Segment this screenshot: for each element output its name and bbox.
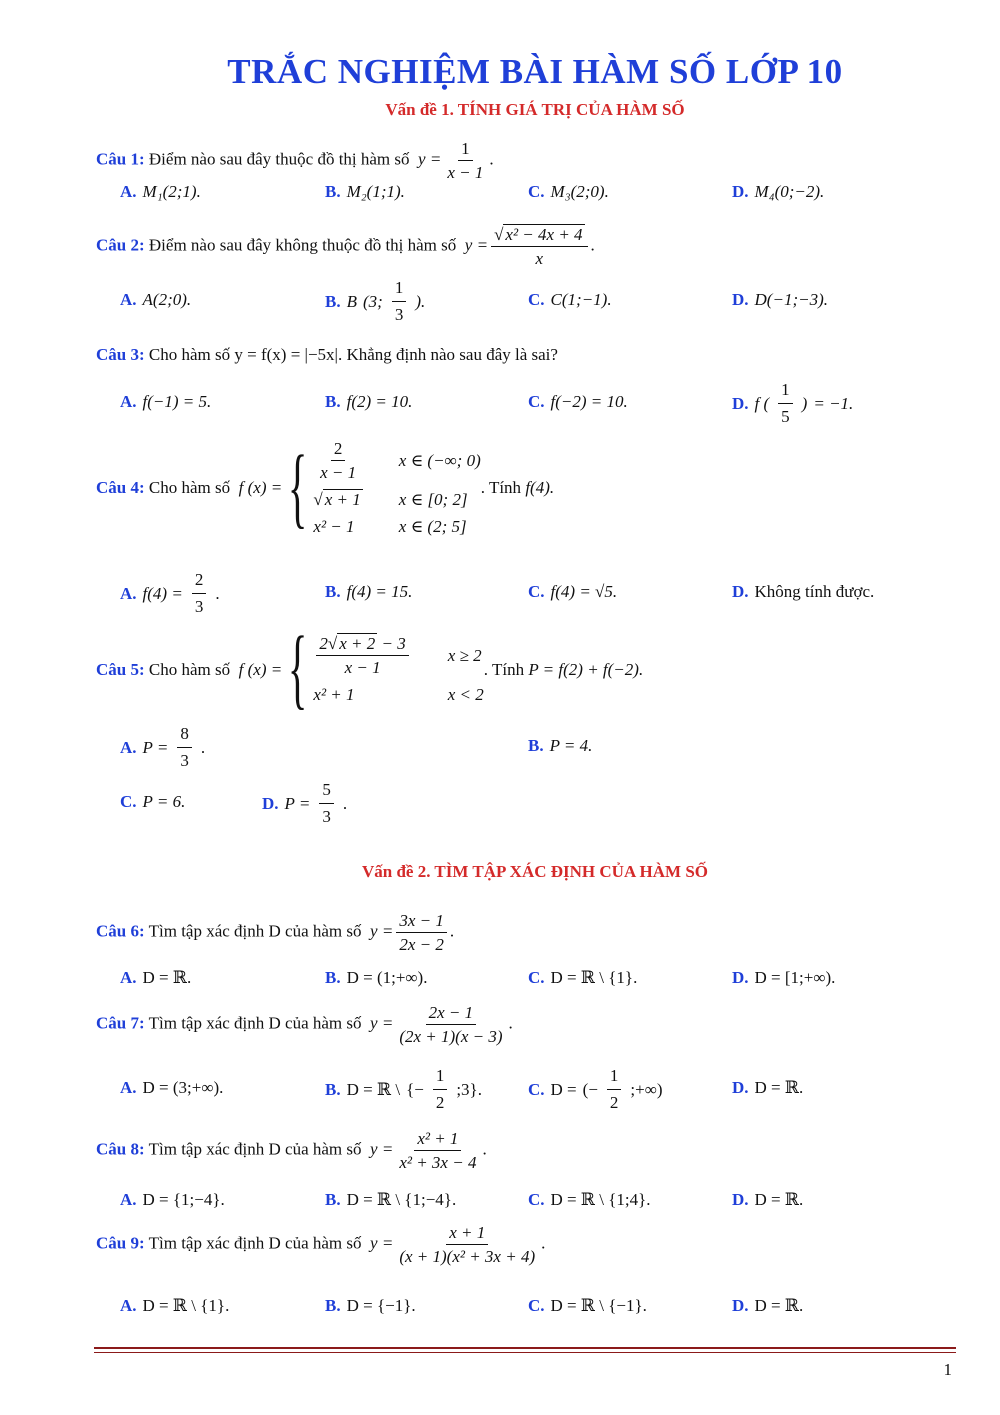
option-letter: A. <box>120 1078 137 1097</box>
question-text-tail: . Tính <box>480 478 522 497</box>
option-letter: B. <box>325 968 341 987</box>
answer-options-7: A. D = (3;+∞). B. D = ℝ \ {− $\frac{1}{2}$ ;3}. C. D = (− $\frac{1}{2}$ ;+∞) D. D = ℝ. <box>120 1066 804 1112</box>
answer-options-9 <box>120 1296 920 1336</box>
question-label: Câu 1: <box>96 149 145 169</box>
question-6: Câu 6: Tìm tập xác định D của hàm số y = $\frac{3x - 1}{2x - 2}$ . <box>96 911 455 954</box>
option-d[interactable]: D = ℝ. <box>754 1296 804 1315</box>
option-letter: A. <box>120 968 137 987</box>
option-letter: B. <box>325 1190 341 1209</box>
option-letter: A. <box>120 1296 137 1315</box>
page-number: 1 <box>943 1360 952 1379</box>
question-2: Câu 2: Điểm nào sau đây không thuộc đồ thị hàm số y = $\frac{\text{√ x² − 4x + 4}}{x}$ . <box>96 225 595 268</box>
question-text: Điểm nào sau đây không thuộc đồ thị hàm số <box>148 235 457 255</box>
option-d[interactable]: D(−1;−3). <box>754 290 828 309</box>
option-c[interactable]: D = ℝ \ {1;4}. <box>550 1190 651 1209</box>
option-letter: C. <box>528 1079 545 1099</box>
option-d[interactable]: Không tính được. <box>754 582 875 601</box>
footer-rule <box>94 1347 956 1349</box>
option-letter: D. <box>262 793 279 813</box>
question-5: Câu 5: Cho hàm số f (x) = { $\frac{2√ x + 2 - 3}{x - 1}$ x ≥ 2 x² + 1 x < 2 . Tính P = f(2) + f(−2). <box>96 619 644 718</box>
question-8: Câu 8: Tìm tập xác định D của hàm số y = $\frac{\text{x² + 1}}{\text{x² + 3x − 4}}$ . <box>96 1129 487 1172</box>
answer-options-6 <box>120 968 920 1008</box>
option-a[interactable]: f(−1) = 5. <box>142 392 212 411</box>
question-7: Câu 7: Tìm tập xác định D của hàm số y = $\frac{2x - 1}{(2x + 1)(x - 3)}$ . <box>96 1003 513 1046</box>
option-letter: D. <box>732 1078 749 1097</box>
option-b[interactable]: D = (1;+∞). <box>346 968 428 987</box>
option-letter: B. <box>528 736 544 755</box>
option-letter: B. <box>325 291 341 311</box>
option-c[interactable]: D = <box>550 1079 577 1099</box>
question-text: Tìm tập xác định D của hàm số <box>148 1139 362 1159</box>
option-letter: D. <box>732 968 749 987</box>
option-letter: A. <box>120 583 137 603</box>
option-c[interactable]: C(1;−1). <box>550 290 612 309</box>
option-letter: D. <box>732 1190 749 1209</box>
option-a[interactable]: D = ℝ. <box>142 968 192 987</box>
option-letter: C. <box>528 392 545 411</box>
option-letter: D. <box>732 393 749 413</box>
option-c[interactable]: D = ℝ \ {1}. <box>550 968 638 987</box>
option-letter: B. <box>325 582 341 601</box>
question-label: Câu 3: <box>96 345 145 364</box>
question-label: Câu 7: <box>96 1013 145 1033</box>
option-letter: A. <box>120 1190 137 1209</box>
option-a[interactable]: D = (3;+∞). <box>142 1078 224 1097</box>
option-a[interactable]: f(4) = <box>142 583 183 603</box>
answer-options-3: A. f(−1) = 5. B. f(2) = 10. C. f(−2) = 10. D. f ( $\frac{1}{5}$ ) = −1. <box>120 380 854 426</box>
option-letter: C. <box>120 792 137 811</box>
option-a[interactable]: M₁(2;1). <box>142 182 201 201</box>
option-a[interactable]: P = <box>142 737 169 757</box>
option-d[interactable]: P = <box>284 793 311 813</box>
question-label: Câu 9: <box>96 1233 145 1253</box>
question-text-tail-2: P = f(2) + f(−2). <box>528 659 644 679</box>
option-letter: D. <box>732 582 749 601</box>
option-letter: B. <box>325 1296 341 1315</box>
answer-options-5a: A. P = $\frac{8}{3}$ . B. P = 4. <box>120 724 593 770</box>
option-d[interactable]: = −1. <box>813 393 854 413</box>
option-c[interactable]: D = ℝ \ {−1}. <box>550 1296 647 1315</box>
question-9: Câu 9: Tìm tập xác định D của hàm số y = $\frac{x + 1}{\text{(x + 1)(x² + 3x + 4)}}$ . <box>96 1223 546 1266</box>
option-letter: C. <box>528 1190 545 1209</box>
option-letter: D. <box>732 182 749 201</box>
answer-options-4: A. f(4) = $\frac{2}{3}$ . B. f(4) = 15. C. f(4) = √5. D. Không tính được. <box>120 570 875 616</box>
question-text-tail: . Khẳng định nào sau đây là sai? <box>337 345 558 364</box>
option-a[interactable]: D = {1;−4}. <box>142 1190 225 1209</box>
option-letter: C. <box>528 968 545 987</box>
section-heading-2: Vấn đề 2. TÌM TẬP XÁC ĐỊNH CỦA HÀM SỐ <box>361 862 709 881</box>
question-text: Cho hàm số <box>148 659 231 679</box>
option-letter: A. <box>120 290 137 309</box>
option-c[interactable]: M₃(2;0). <box>550 182 609 201</box>
option-b[interactable]: M₂(1;1). <box>346 182 405 201</box>
option-letter: C. <box>528 582 545 601</box>
option-d[interactable]: D = [1;+∞). <box>754 968 836 987</box>
question-1: Câu 1: Điểm nào sau đây thuộc đồ thị hàm số y = $\frac{1}{x - 1}$ . <box>96 139 494 182</box>
option-b[interactable]: f(4) = 15. <box>346 582 413 601</box>
question-text: Điểm nào sau đây thuộc đồ thị hàm số <box>148 149 410 169</box>
option-d[interactable]: D = ℝ. <box>754 1078 804 1097</box>
answer-options-2: A. A(2;0). B. B (3; $\frac{1}{3}$ ). C. C(1;−1). D. D(−1;−3). <box>120 278 828 324</box>
question-3 <box>96 346 558 363</box>
question-text-tail-2: f(4). <box>525 478 555 497</box>
question-label: Câu 5: <box>96 659 145 679</box>
question-label: Câu 6: <box>96 921 145 941</box>
question-text: Tìm tập xác định D của hàm số <box>148 921 362 941</box>
option-b[interactable]: D = {−1}. <box>346 1296 416 1315</box>
question-4: Câu 4: Cho hàm số f (x) = { $\frac{2}{x - 1}$ x ∈ (−∞; 0) √ x + 1 x ∈ [0; 2] x² − 1 x ∈ (2; 5] . Tính f(4). <box>96 437 555 537</box>
option-d[interactable]: D = ℝ. <box>754 1190 804 1209</box>
option-letter: A. <box>120 182 137 201</box>
option-c[interactable]: P = 6. <box>142 792 186 811</box>
question-text: Tìm tập xác định D của hàm số <box>148 1233 362 1253</box>
option-b[interactable]: f(2) = 10. <box>346 392 413 411</box>
option-c[interactable]: f(4) = √5. <box>550 582 618 601</box>
option-letter: C. <box>528 290 545 309</box>
question-text-tail: . Tính <box>483 659 525 679</box>
footer-rule-thin <box>94 1352 956 1353</box>
option-b[interactable]: D = ℝ \ <box>346 1079 401 1099</box>
option-letter: B. <box>325 392 341 411</box>
option-a[interactable]: A(2;0). <box>142 290 192 309</box>
question-label: Câu 2: <box>96 235 145 255</box>
option-letter: A. <box>120 737 137 757</box>
option-c[interactable]: f(−2) = 10. <box>550 392 628 411</box>
option-letter: D. <box>732 290 749 309</box>
question-text: Cho hàm số y = f(x) = |−5x| <box>148 345 338 364</box>
question-label: Câu 8: <box>96 1139 145 1159</box>
question-label: Câu 4: <box>96 478 145 497</box>
question-text: Cho hàm số <box>148 478 231 497</box>
option-letter: D. <box>732 1296 749 1315</box>
option-d[interactable]: M₄(0;−2). <box>754 182 825 201</box>
option-a[interactable]: D = ℝ \ {1}. <box>142 1296 230 1315</box>
option-letter: B. <box>325 1079 341 1099</box>
option-letter: B. <box>325 182 341 201</box>
option-letter: C. <box>528 1296 545 1315</box>
page-title: TRẮC NGHIỆM BÀI HÀM SỐ LỚP 10 <box>227 52 843 91</box>
option-b[interactable]: B <box>346 291 357 311</box>
option-letter: C. <box>528 182 545 201</box>
section-heading-1: Vấn đề 1. TÍNH GIÁ TRỊ CỦA HÀM SỐ <box>385 100 685 119</box>
answer-options-1 <box>120 182 920 222</box>
option-letter: A. <box>120 392 137 411</box>
answer-options-5b: C. P = 6. D. P = $\frac{5}{3}$ . <box>120 780 348 826</box>
question-text: Tìm tập xác định D của hàm số <box>148 1013 362 1033</box>
option-b[interactable]: P = 4. <box>549 736 593 755</box>
option-b[interactable]: D = ℝ \ {1;−4}. <box>346 1190 457 1209</box>
